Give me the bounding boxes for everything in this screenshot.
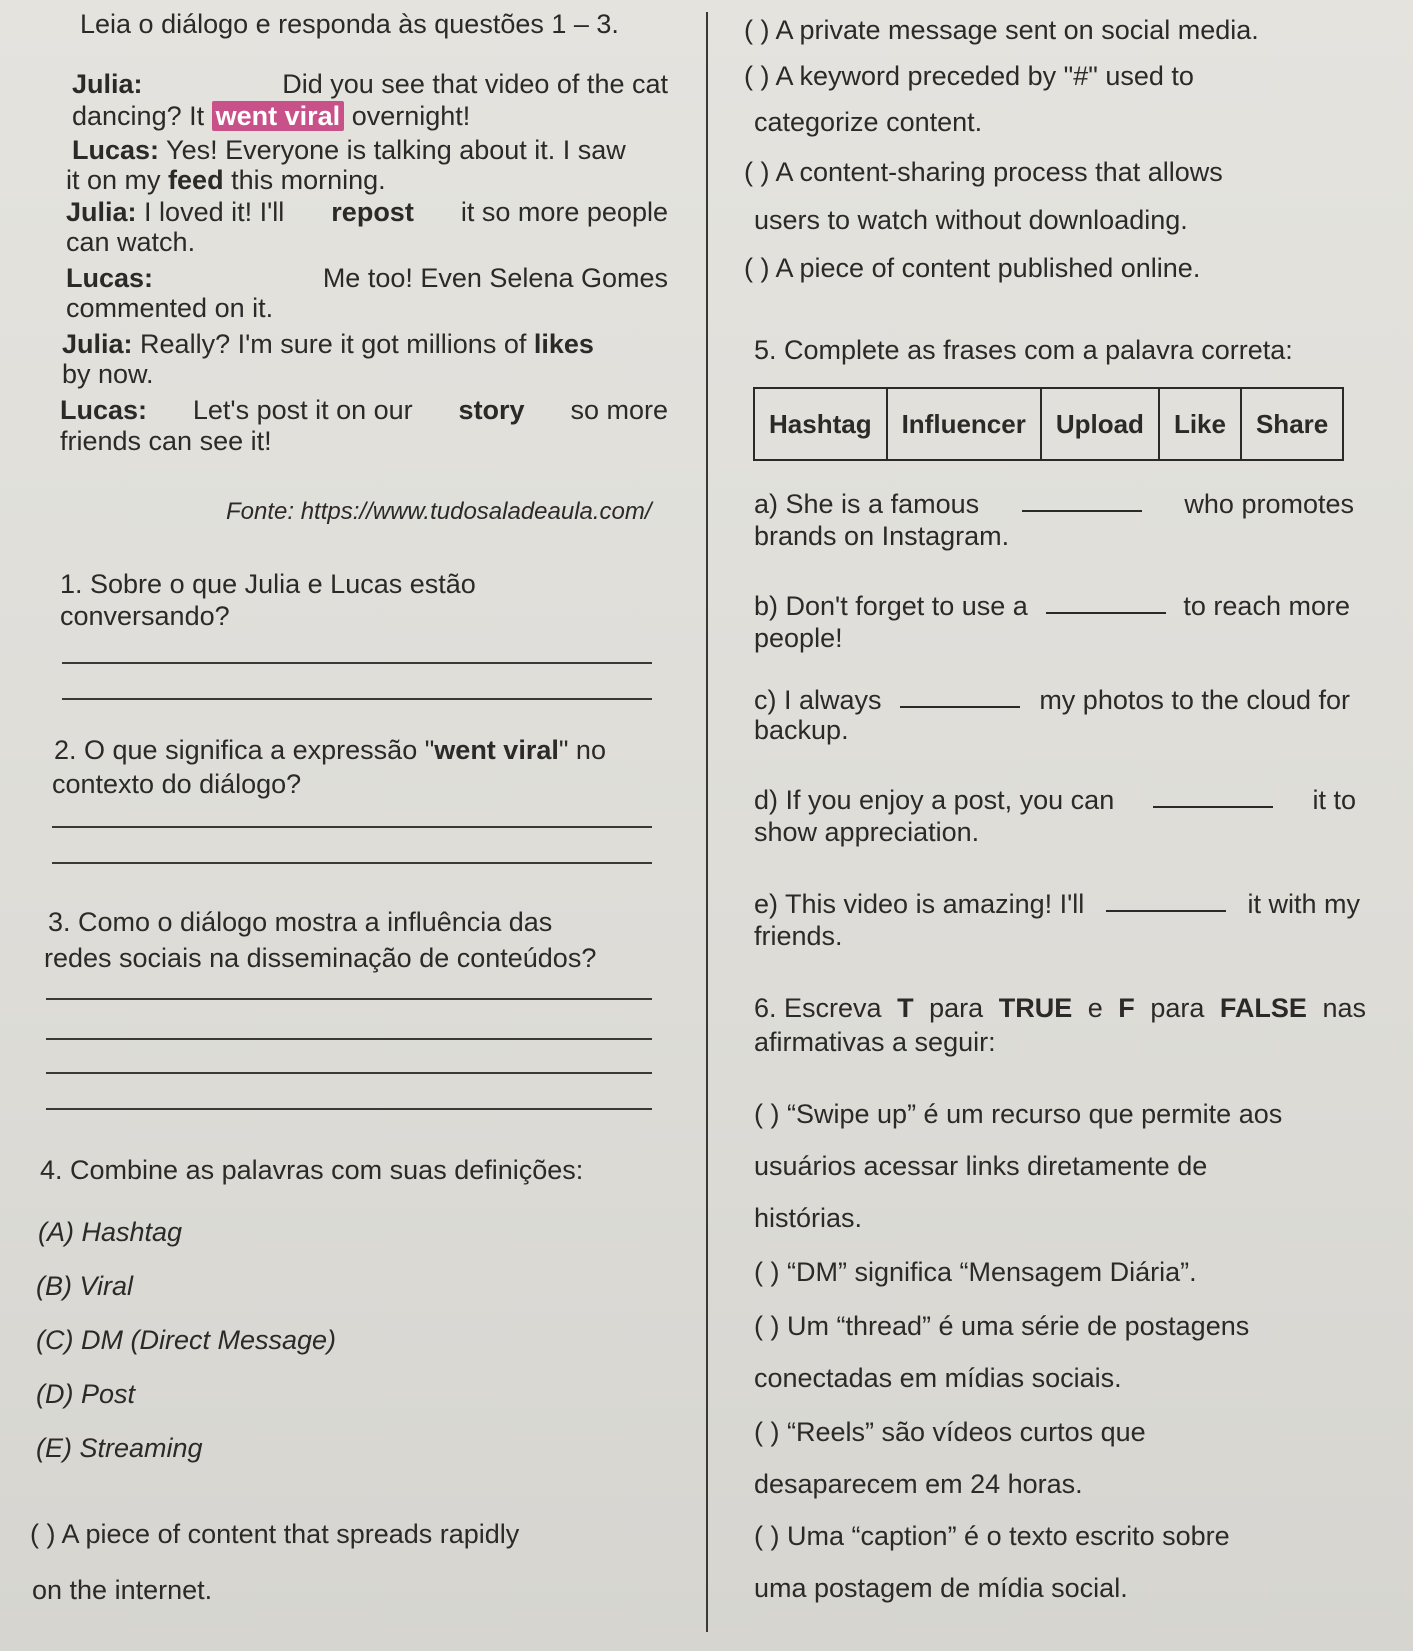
sentence-b-line2: people! <box>754 623 843 653</box>
blank-line[interactable] <box>1106 888 1226 912</box>
word-bank-influencer: Influencer <box>887 388 1041 460</box>
answer-parentheses[interactable]: ( ) <box>754 1521 780 1551</box>
sentence-a-line2: brands on Instagram. <box>754 521 1010 551</box>
statement-5 <box>754 1520 1230 1552</box>
speaker-lucas: Lucas: <box>72 135 160 165</box>
question-text: nas <box>1322 993 1366 1023</box>
dialogue-lucas-2-line2: commented on it. <box>66 293 274 323</box>
answer-parentheses[interactable]: ( ) <box>754 1257 780 1287</box>
statement-text: “DM” significa “Mensagem Diária”. <box>787 1257 1197 1287</box>
answer-line[interactable] <box>62 662 652 664</box>
dialogue-text: overnight! <box>351 101 471 131</box>
sentence-d <box>754 784 1356 816</box>
question-text: " no <box>558 735 606 765</box>
question-1 <box>60 568 668 632</box>
sentence-text: it to <box>1312 785 1356 815</box>
statement-text: Uma “caption” é o texto escrito sobre <box>787 1521 1230 1551</box>
dialogue-julia-3-line2: by now. <box>62 359 154 389</box>
definition-viral-line2: on the internet. <box>32 1575 213 1605</box>
question-2 <box>54 734 606 766</box>
statement-1 <box>754 1098 1282 1130</box>
question-text: para <box>929 993 984 1023</box>
sentence-d-line2: show appreciation. <box>754 817 980 847</box>
statement-3 <box>754 1310 1249 1342</box>
statement-text: Um “thread” é uma série de postagens <box>787 1311 1250 1341</box>
question-3 <box>48 906 662 938</box>
blank-line[interactable] <box>1153 784 1273 808</box>
term-streaming: (E) Streaming <box>36 1433 203 1463</box>
dialogue-julia-1-line2 <box>72 100 470 132</box>
statement-1-line2: usuários acessar links diretamente de <box>754 1151 1208 1181</box>
dialogue-julia-2 <box>66 196 668 228</box>
column-divider <box>706 12 708 1632</box>
keyword-went-viral: went viral <box>434 735 559 765</box>
sentence-text: e) This video is amazing! I'll <box>754 889 1085 919</box>
dialogue-lucas-1-line2 <box>66 164 386 196</box>
word-bank-like: Like <box>1159 388 1241 460</box>
statement-text: “Swipe up” é um recurso que permite aos <box>787 1099 1283 1129</box>
keyword-story: story <box>458 395 525 425</box>
sentence-text: b) Don't forget to use a <box>754 591 1028 621</box>
sentence-c-line2: backup. <box>754 715 849 745</box>
answer-line[interactable] <box>46 1072 652 1074</box>
dialogue-text: Me too! Even Selena Gomes <box>322 263 668 293</box>
answer-parentheses[interactable]: ( ) <box>30 1519 56 1549</box>
sentence-c <box>754 684 1350 716</box>
answer-line[interactable] <box>46 998 652 1000</box>
definition-text: A content-sharing process that allows <box>775 157 1223 187</box>
dialogue-text: it on my <box>66 165 161 195</box>
dialogue-lucas-2 <box>66 262 668 294</box>
answer-line[interactable] <box>52 862 652 864</box>
definition-text: A piece of content that spreads rapidly <box>61 1519 520 1549</box>
sentence-e <box>754 888 1360 920</box>
keyword-likes: likes <box>533 329 594 359</box>
sentence-text: a) She is a famous <box>754 489 980 519</box>
answer-parentheses[interactable]: ( ) <box>744 253 770 283</box>
question-4-title: 4. Combine as palavras com suas definições: <box>40 1155 584 1185</box>
speaker-julia: Julia: <box>66 197 137 227</box>
keyword-true: TRUE <box>998 993 1073 1023</box>
definition-text: A private message sent on social media. <box>775 15 1259 45</box>
dialogue-text: Really? I'm sure it got millions of <box>140 329 527 359</box>
speaker-lucas: Lucas: <box>66 263 154 293</box>
definition-hashtag <box>744 60 1194 92</box>
term-post: (D) Post <box>36 1379 136 1409</box>
question-text: 6. Escreva <box>754 993 882 1023</box>
dialogue-lucas-3-line2: friends can see it! <box>60 426 272 456</box>
question-6-line2: afirmativas a seguir: <box>754 1027 996 1057</box>
dialogue-lucas-3 <box>60 394 668 426</box>
statement-2 <box>754 1256 1197 1288</box>
statement-3-line2: conectadas em mídias sociais. <box>754 1363 1122 1393</box>
sentence-text: to reach more <box>1183 591 1350 621</box>
dialogue-text: it so more people <box>460 197 668 227</box>
sentence-text: it with my <box>1247 889 1360 919</box>
blank-line[interactable] <box>1046 590 1166 614</box>
dialogue-text: so more <box>570 395 668 425</box>
question-text: conversando? <box>60 601 230 631</box>
question-text: e <box>1087 993 1103 1023</box>
question-text: 3. Como o diálogo mostra a influência das <box>48 907 553 937</box>
sentence-a <box>754 488 1354 520</box>
keyword-t: T <box>897 993 914 1023</box>
definition-streaming <box>744 156 1223 188</box>
dialogue-text: dancing? It <box>72 101 205 131</box>
highlight-went-viral: went viral <box>212 101 345 131</box>
term-hashtag: (A) Hashtag <box>38 1217 183 1247</box>
word-bank <box>753 387 1344 461</box>
answer-line[interactable] <box>62 698 652 700</box>
sentence-text: my photos to the cloud for <box>1039 685 1350 715</box>
question-6-title <box>754 992 1366 1024</box>
question-text: para <box>1150 993 1205 1023</box>
answer-parentheses[interactable]: ( ) <box>744 157 770 187</box>
sentence-text: d) If you enjoy a post, you can <box>754 785 1115 815</box>
definition-streaming-line2: users to watch without downloading. <box>754 205 1188 235</box>
answer-parentheses[interactable]: ( ) <box>744 61 770 91</box>
dialogue-julia-2-line2: can watch. <box>66 227 196 257</box>
dialogue-text: I loved it! I'll <box>144 197 285 227</box>
statement-5-line2: uma postagem de mídia social. <box>754 1573 1128 1603</box>
speaker-lucas: Lucas: <box>60 395 148 425</box>
definition-text: A piece of content published online. <box>775 253 1201 283</box>
statement-4-line2: desaparecem em 24 horas. <box>754 1469 1083 1499</box>
speaker-julia: Julia: <box>72 69 143 99</box>
dialogue-text: Yes! Everyone is talking about it. I saw <box>166 135 626 165</box>
keyword-f: F <box>1118 993 1135 1023</box>
answer-line[interactable] <box>46 1108 652 1110</box>
definition-hashtag-line2: categorize content. <box>754 107 983 137</box>
sentence-text: c) I always <box>754 685 882 715</box>
source-credit: Fonte: https://www.tudosaladeaula.com/ <box>226 498 652 525</box>
dialogue-julia-3 <box>62 328 594 360</box>
dialogue-lucas-1 <box>72 134 626 166</box>
answer-parentheses[interactable]: ( ) <box>754 1417 780 1447</box>
word-bank-upload: Upload <box>1041 388 1159 460</box>
sentence-e-line2: friends. <box>754 921 843 951</box>
word-bank-hashtag: Hashtag <box>754 388 887 460</box>
definition-viral <box>30 1518 519 1550</box>
term-dm: (C) DM (Direct Message) <box>36 1325 337 1355</box>
answer-line[interactable] <box>52 826 652 828</box>
answer-parentheses[interactable]: ( ) <box>754 1311 780 1341</box>
dialogue-text: this morning. <box>231 165 386 195</box>
keyword-feed: feed <box>168 165 224 195</box>
answer-parentheses[interactable]: ( ) <box>754 1099 780 1129</box>
question-2-line2: contexto do diálogo? <box>52 769 302 799</box>
word-bank-share: Share <box>1241 388 1343 460</box>
dialogue-julia-1 <box>72 68 668 100</box>
definition-text: A keyword preceded by "#" used to <box>775 61 1194 91</box>
blank-line[interactable] <box>1022 488 1142 512</box>
sentence-text: who promotes <box>1184 489 1354 519</box>
statement-4 <box>754 1416 1146 1448</box>
speaker-julia: Julia: <box>62 329 133 359</box>
definition-dm <box>744 14 1259 46</box>
dialogue-text: Did you see that video of the cat <box>282 69 668 99</box>
statement-1-line3: histórias. <box>754 1203 863 1233</box>
instructions: Leia o diálogo e responda às questões 1 – 3. <box>80 9 619 39</box>
sentence-b <box>754 590 1350 622</box>
question-5-title: 5. Complete as frases com a palavra correta: <box>754 335 1293 365</box>
question-text: 1. Sobre o que Julia e Lucas estão <box>60 569 476 599</box>
answer-parentheses[interactable]: ( ) <box>744 15 770 45</box>
answer-line[interactable] <box>46 1038 652 1040</box>
statement-text: “Reels” são vídeos curtos que <box>787 1417 1146 1447</box>
question-3-line2: redes sociais na disseminação de conteúdos? <box>44 943 597 973</box>
dialogue-text: Let's post it on our <box>192 395 413 425</box>
definition-post <box>744 252 1200 284</box>
keyword-repost: repost <box>331 197 414 227</box>
keyword-false: FALSE <box>1219 993 1307 1023</box>
term-viral: (B) Viral <box>36 1271 134 1301</box>
blank-line[interactable] <box>900 684 1020 708</box>
question-text: 2. O que significa a expressão " <box>54 735 435 765</box>
